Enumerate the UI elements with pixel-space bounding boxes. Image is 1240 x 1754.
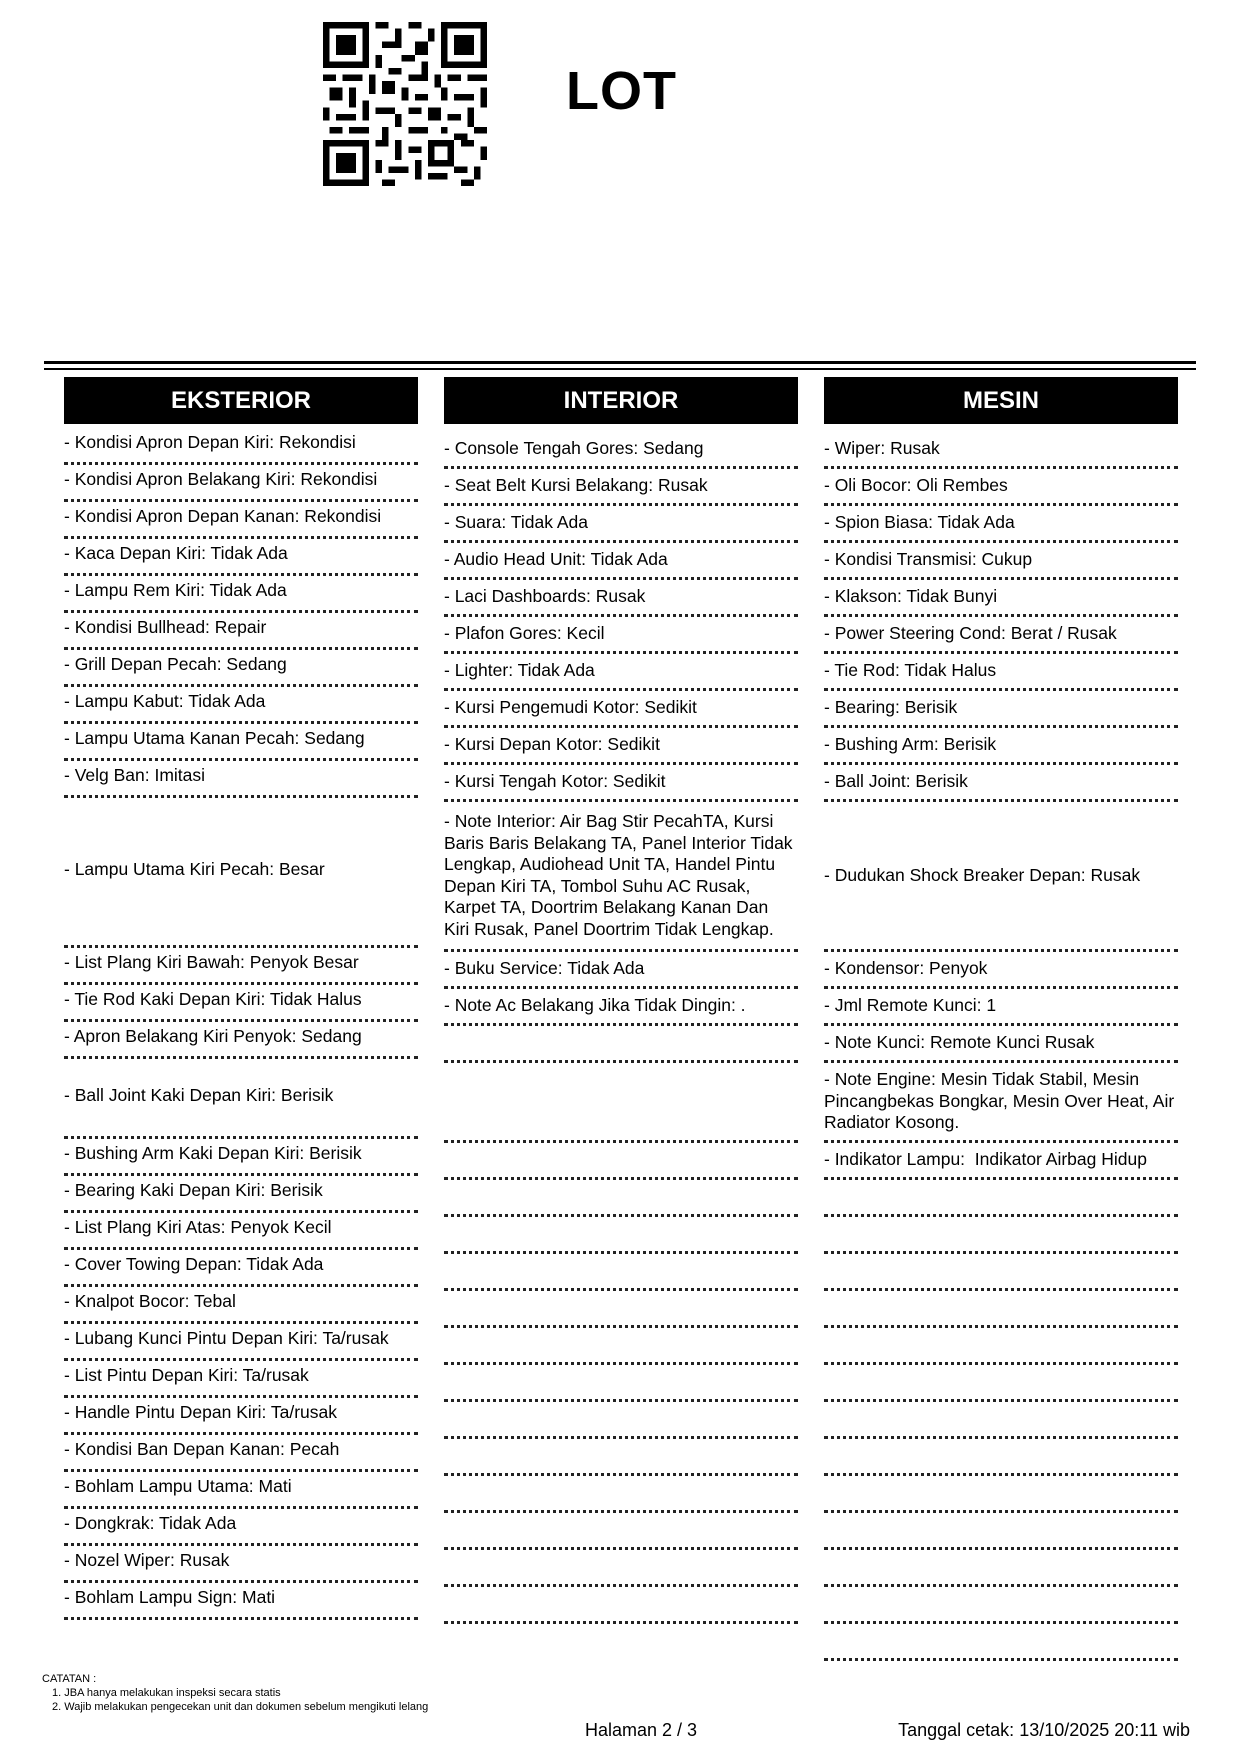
- checklist-item: - Kursi Depan Kotor: Sedikit: [444, 728, 798, 765]
- print-date: Tanggal cetak: 13/10/2025 20:11 wib: [898, 1720, 1190, 1740]
- checklist-item: - Seat Belt Kursi Belakang: Rusak: [444, 469, 798, 506]
- checklist-item: - Tie Rod Kaki Depan Kiri: Tidak Halus: [64, 985, 418, 1022]
- mesin-column: [824, 377, 1178, 1661]
- mesin-header: MESIN: [824, 377, 1178, 424]
- checklist-item: - Bearing Kaki Depan Kiri: Berisik: [64, 1176, 418, 1213]
- checklist-item: - Knalpot Bocor: Tebal: [64, 1287, 418, 1324]
- notes-heading: CATATAN :: [42, 1673, 97, 1685]
- checklist-item: [444, 1026, 798, 1063]
- page-number: Halaman 2 / 3: [585, 1720, 698, 1740]
- checklist-item: - Lampu Kabut: Tidak Ada: [64, 687, 418, 724]
- checklist-item: [824, 1217, 1178, 1254]
- checklist-item: [824, 1254, 1178, 1291]
- checklist-item: - Kursi Tengah Kotor: Sedikit: [444, 765, 798, 802]
- header-rule-thin: [44, 368, 1196, 370]
- checklist-item: [824, 1550, 1178, 1587]
- exterior-header: EKSTERIOR: [64, 377, 418, 424]
- checklist-item: [444, 1063, 798, 1143]
- qr-code: [323, 22, 487, 186]
- exterior-column: [64, 377, 418, 1620]
- checklist-item: - Kursi Pengemudi Kotor: Sedikit: [444, 691, 798, 728]
- checklist-item: - Lampu Rem Kiri: Tidak Ada: [64, 576, 418, 613]
- checklist-item: - List Plang Kiri Bawah: Penyok Besar: [64, 948, 418, 985]
- checklist-item: [444, 1328, 798, 1365]
- checklist-item: - Bushing Arm Kaki Depan Kiri: Berisik: [64, 1139, 418, 1176]
- checklist-item: - Klakson: Tidak Bunyi: [824, 580, 1178, 617]
- checklist-item: - Lampu Utama Kanan Pecah: Sedang: [64, 724, 418, 761]
- checklist-item: - Laci Dashboards: Rusak: [444, 580, 798, 617]
- checklist-item: [444, 1365, 798, 1402]
- checklist-item: - Kondisi Apron Belakang Kiri: Rekondisi: [64, 465, 418, 502]
- checklist-item: [444, 1513, 798, 1550]
- lot-title: LOT: [566, 61, 677, 121]
- checklist-item: - Dongkrak: Tidak Ada: [64, 1509, 418, 1546]
- checklist-item: [824, 1624, 1178, 1661]
- checklist-item: - Jml Remote Kunci: 1: [824, 989, 1178, 1026]
- checklist-item: [444, 1402, 798, 1439]
- checklist-item: - Lighter: Tidak Ada: [444, 654, 798, 691]
- checklist-item: - Handle Pintu Depan Kiri: Ta/rusak: [64, 1398, 418, 1435]
- checklist-item: - Tie Rod: Tidak Halus: [824, 654, 1178, 691]
- checklist-item: [824, 1365, 1178, 1402]
- checklist-item: - Kondisi Bullhead: Repair: [64, 613, 418, 650]
- checklist-item: [444, 1550, 798, 1587]
- checklist-item: - Plafon Gores: Kecil: [444, 617, 798, 654]
- checklist-item: - Kondisi Ban Depan Kanan: Pecah: [64, 1435, 418, 1472]
- interior-list: [444, 432, 798, 1624]
- checklist-item: - Bohlam Lampu Sign: Mati: [64, 1583, 418, 1620]
- checklist-item: - Kondisi Apron Depan Kanan: Rekondisi: [64, 502, 418, 539]
- checklist-item: [824, 1291, 1178, 1328]
- checklist-item: [824, 1328, 1178, 1365]
- checklist-item: - Indikator Lampu: Indikator Airbag Hidup: [824, 1143, 1178, 1180]
- checklist-item: - Velg Ban: Imitasi: [64, 761, 418, 798]
- note-item: 1. JBA hanya melakukan inspeksi secara statis: [52, 1687, 281, 1699]
- checklist-item: [444, 1254, 798, 1291]
- checklist-item: - Kondisi Transmisi: Cukup: [824, 543, 1178, 580]
- checklist-item: - Suara: Tidak Ada: [444, 506, 798, 543]
- exterior-list: [64, 428, 418, 1620]
- checklist-item: - List Plang Kiri Atas: Penyok Kecil: [64, 1213, 418, 1250]
- checklist-item: [824, 1180, 1178, 1217]
- checklist-item: [444, 1291, 798, 1328]
- header-rule-thick: [44, 361, 1196, 364]
- checklist-item: - Kaca Depan Kiri: Tidak Ada: [64, 539, 418, 576]
- checklist-item: [444, 1143, 798, 1180]
- checklist-item: [444, 1439, 798, 1476]
- checklist-item: - Spion Biasa: Tidak Ada: [824, 506, 1178, 543]
- checklist-item: - Bohlam Lampu Utama: Mati: [64, 1472, 418, 1509]
- checklist-item: - Nozel Wiper: Rusak: [64, 1546, 418, 1583]
- checklist-item: - Bushing Arm: Berisik: [824, 728, 1178, 765]
- checklist-item: - Note Interior: Air Bag Stir PecahTA, Kursi Baris Baris Belakang TA, Panel Interior Tidak Lengkap, Audiohead Unit TA, Handel Pintu Depan Kiri TA, Tombol Suhu AC Rusak, Karpet TA, Doortrim Belakang Kanan Dan Kiri Rusak, Panel Doortrim Tidak Lengkap.: [444, 802, 798, 952]
- checklist-item: [444, 1180, 798, 1217]
- checklist-item: [444, 1587, 798, 1624]
- checklist-item: - Cover Towing Depan: Tidak Ada: [64, 1250, 418, 1287]
- checklist-item: - Apron Belakang Kiri Penyok: Sedang: [64, 1022, 418, 1059]
- checklist-item: - Lampu Utama Kiri Pecah: Besar: [64, 798, 418, 948]
- note-item: 2. Wajib melakukan pengecekan unit dan dokumen sebelum mengikuti lelang: [52, 1701, 429, 1713]
- checklist-item: - Note Kunci: Remote Kunci Rusak: [824, 1026, 1178, 1063]
- checklist-item: - Kondensor: Penyok: [824, 952, 1178, 989]
- checklist-item: - Lubang Kunci Pintu Depan Kiri: Ta/rusak: [64, 1324, 418, 1361]
- checklist-item: - Wiper: Rusak: [824, 432, 1178, 469]
- checklist-item: [444, 1217, 798, 1254]
- checklist-item: - Ball Joint Kaki Depan Kiri: Berisik: [64, 1059, 418, 1139]
- checklist-item: - Bearing: Berisik: [824, 691, 1178, 728]
- checklist-item: [824, 1439, 1178, 1476]
- checklist-item: - Note Ac Belakang Jika Tidak Dingin: .: [444, 989, 798, 1026]
- checklist-item: - Console Tengah Gores: Sedang: [444, 432, 798, 469]
- interior-column: [444, 377, 798, 1624]
- checklist-item: [444, 1476, 798, 1513]
- checklist-item: [824, 1513, 1178, 1550]
- checklist-item: - Audio Head Unit: Tidak Ada: [444, 543, 798, 580]
- mesin-list: [824, 432, 1178, 1661]
- checklist-item: - Power Steering Cond: Berat / Rusak: [824, 617, 1178, 654]
- interior-header: INTERIOR: [444, 377, 798, 424]
- checklist-item: - Note Engine: Mesin Tidak Stabil, Mesin Pincangbekas Bongkar, Mesin Over Heat, Air Radiator Kosong.: [824, 1063, 1178, 1143]
- checklist-item: - Grill Depan Pecah: Sedang: [64, 650, 418, 687]
- checklist-item: - Kondisi Apron Depan Kiri: Rekondisi: [64, 428, 418, 465]
- checklist-item: - Dudukan Shock Breaker Depan: Rusak: [824, 802, 1178, 952]
- checklist-item: [824, 1476, 1178, 1513]
- checklist-item: - Oli Bocor: Oli Rembes: [824, 469, 1178, 506]
- checklist-item: - Buku Service: Tidak Ada: [444, 952, 798, 989]
- checklist-item: - Ball Joint: Berisik: [824, 765, 1178, 802]
- checklist-item: - List Pintu Depan Kiri: Ta/rusak: [64, 1361, 418, 1398]
- checklist-item: [824, 1587, 1178, 1624]
- checklist-item: [824, 1402, 1178, 1439]
- notes-block: [42, 1672, 428, 1714]
